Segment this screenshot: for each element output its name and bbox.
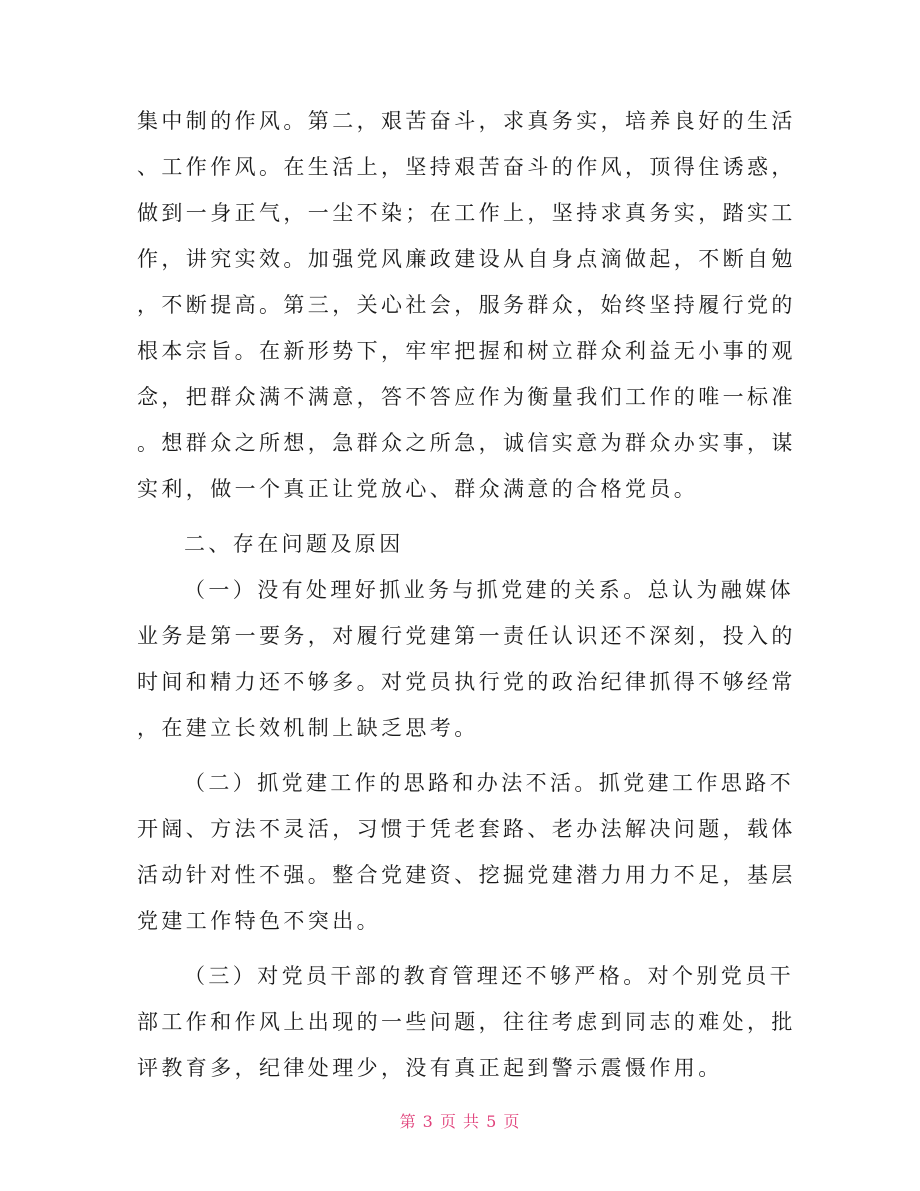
text-line: 。想群众之所想，急群众之所急，诚信实意为群众办实事，谋 [137,431,796,455]
text-line: （三）对党员干部的教育管理还不够严格。对个别党员干 [184,964,794,988]
section-heading: 二、存在问题及原因 [184,532,404,556]
text-line: 评教育多，纪律处理少，没有真正起到警示震慑作用。 [137,1056,723,1080]
text-line: 部工作和作风上出现的一些问题，往往考虑到同志的难处，批 [137,1010,796,1034]
text-line: 开阔、方法不灵活，习惯于凭老套路、老办法解决问题，载体 [137,817,796,841]
text-line: 集中制的作风。第二，艰苦奋斗，求真务实，培养良好的生活 [137,109,796,133]
text-line: 业务是第一要务，对履行党建第一责任认识还不深刻，投入的 [137,624,796,648]
page-number-footer: 第 3 页 共 5 页 [399,1112,521,1131]
text-line: 活动针对性不强。整合党建资、挖掘党建潜力用力不足，基层 [137,863,796,887]
text-line: ，在建立长效机制上缺乏思考。 [137,716,479,740]
text-line: 念，把群众满不满意，答不答应作为衡量我们工作的唯一标准 [137,385,796,409]
text-line: 时间和精力还不够多。对党员执行党的政治纪律抓得不够经常 [137,670,796,694]
text-line: 作，讲究实效。加强党风廉政建设从自身点滴做起，不断自勉 [137,247,796,271]
text-line: 根本宗旨。在新形势下，牢牢把握和树立群众利益无小事的观 [137,339,796,363]
text-line: 实利，做一个真正让党放心、群众满意的合格党员。 [137,477,699,501]
text-line: （二）抓党建工作的思路和办法不活。抓党建工作思路不 [184,771,794,795]
text-line: 党建工作特色不突出。 [137,909,381,933]
text-line: （一）没有处理好抓业务与抓党建的关系。总认为融媒体 [184,578,794,602]
text-line: 做到一身正气，一尘不染；在工作上，坚持求真务实，踏实工 [137,201,796,225]
text-line: 、工作作风。在生活上，坚持艰苦奋斗的作风，顶得住诱惑， [137,155,796,179]
text-line: ，不断提高。第三，关心社会，服务群众，始终坚持履行党的 [137,293,796,317]
